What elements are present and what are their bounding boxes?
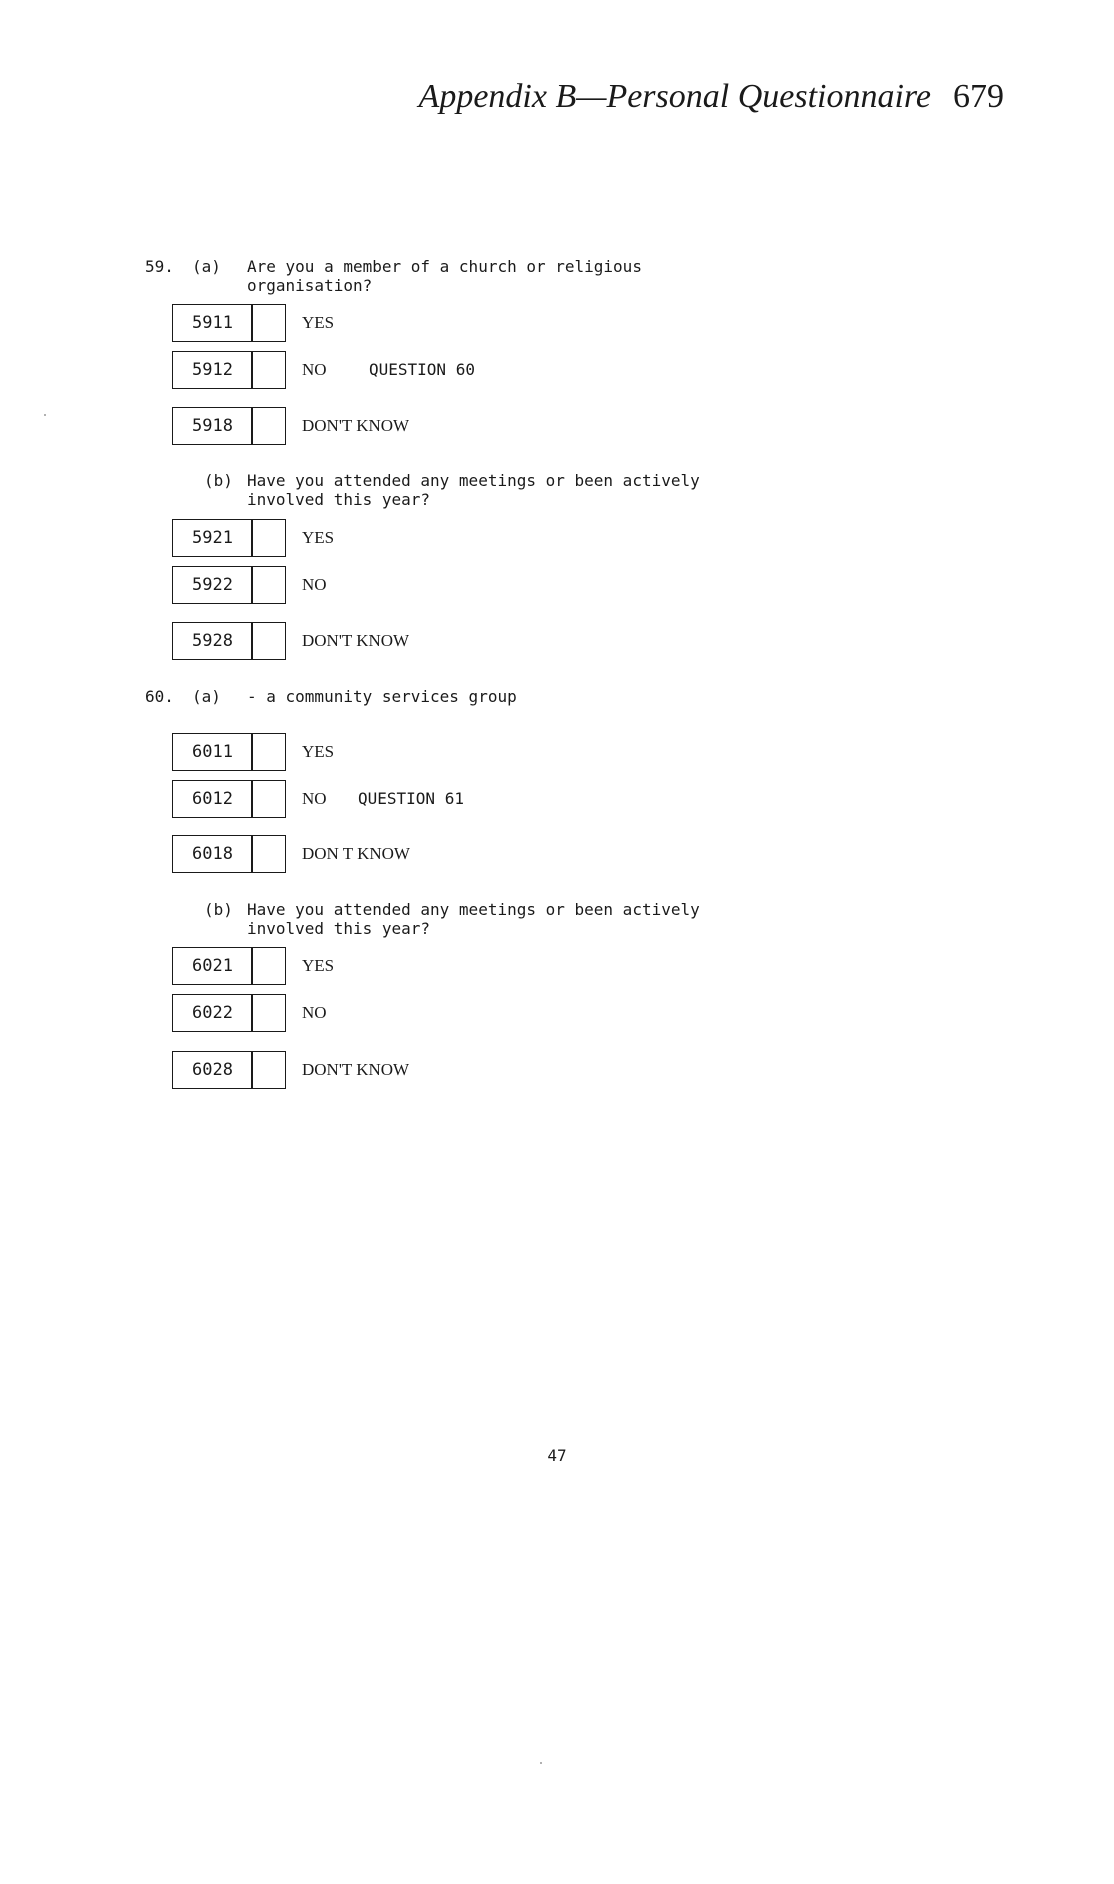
answer-label: DON'T KNOW bbox=[302, 631, 410, 650]
question-part-label: (a) bbox=[192, 687, 221, 706]
answer-label: YES bbox=[302, 313, 335, 332]
answer-label: DON T KNOW bbox=[302, 844, 410, 863]
question-text: organisation? bbox=[247, 276, 373, 295]
answer-code: 5918 bbox=[172, 407, 253, 445]
header-page-number: 679 bbox=[953, 78, 1004, 115]
header-title: Appendix B—Personal Questionnaire bbox=[418, 78, 931, 115]
answer-checkbox[interactable] bbox=[251, 351, 286, 389]
page-header bbox=[419, 78, 1004, 116]
question-part-label: (b) bbox=[204, 900, 233, 919]
footer-page-number: 47 bbox=[547, 1446, 567, 1465]
answer-checkbox[interactable] bbox=[251, 1051, 286, 1089]
answer-checkbox[interactable] bbox=[251, 733, 286, 771]
skip-instruction: QUESTION 61 bbox=[358, 789, 464, 808]
answer-code: 5922 bbox=[172, 566, 253, 604]
answer-checkbox[interactable] bbox=[251, 947, 286, 985]
answer-code: 6028 bbox=[172, 1051, 253, 1089]
question-number: 60. bbox=[145, 687, 174, 706]
answer-checkbox[interactable] bbox=[251, 407, 286, 445]
answer-label: YES bbox=[302, 528, 335, 547]
question-text: Are you a member of a church or religious bbox=[247, 257, 642, 276]
answer-label: NO bbox=[302, 1003, 327, 1022]
question-text: Have you attended any meetings or been actively bbox=[247, 471, 700, 490]
answer-label: DON'T KNOW bbox=[302, 1060, 410, 1079]
answer-checkbox[interactable] bbox=[251, 566, 286, 604]
answer-code: 6021 bbox=[172, 947, 253, 985]
answer-label: YES bbox=[302, 742, 335, 761]
answer-checkbox[interactable] bbox=[251, 519, 286, 557]
answer-label: YES bbox=[302, 956, 335, 975]
answer-code: 5928 bbox=[172, 622, 253, 660]
skip-instruction: QUESTION 60 bbox=[369, 360, 475, 379]
answer-code: 6011 bbox=[172, 733, 253, 771]
question-text: - a community services group bbox=[247, 687, 517, 706]
question-text: involved this year? bbox=[247, 919, 431, 938]
answer-code: 5912 bbox=[172, 351, 253, 389]
question-number: 59. bbox=[145, 257, 174, 276]
answer-checkbox[interactable] bbox=[251, 835, 286, 873]
answer-checkbox[interactable] bbox=[251, 304, 286, 342]
answer-label: NO bbox=[302, 575, 327, 594]
answer-label: DON'T KNOW bbox=[302, 416, 410, 435]
answer-label: NO bbox=[302, 360, 327, 379]
answer-code: 6018 bbox=[172, 835, 253, 873]
answer-checkbox[interactable] bbox=[251, 994, 286, 1032]
question-text: Have you attended any meetings or been actively bbox=[247, 900, 700, 919]
question-text: involved this year? bbox=[247, 490, 431, 509]
answer-label: NO bbox=[302, 789, 327, 808]
question-part-label: (b) bbox=[204, 471, 233, 490]
answer-code: 5911 bbox=[172, 304, 253, 342]
answer-checkbox[interactable] bbox=[251, 622, 286, 660]
answer-code: 6022 bbox=[172, 994, 253, 1032]
answer-code: 6012 bbox=[172, 780, 253, 818]
answer-code: 5921 bbox=[172, 519, 253, 557]
answer-checkbox[interactable] bbox=[251, 780, 286, 818]
question-part-label: (a) bbox=[192, 257, 221, 276]
scan-speck bbox=[540, 1762, 542, 1764]
scan-speck bbox=[44, 414, 46, 416]
